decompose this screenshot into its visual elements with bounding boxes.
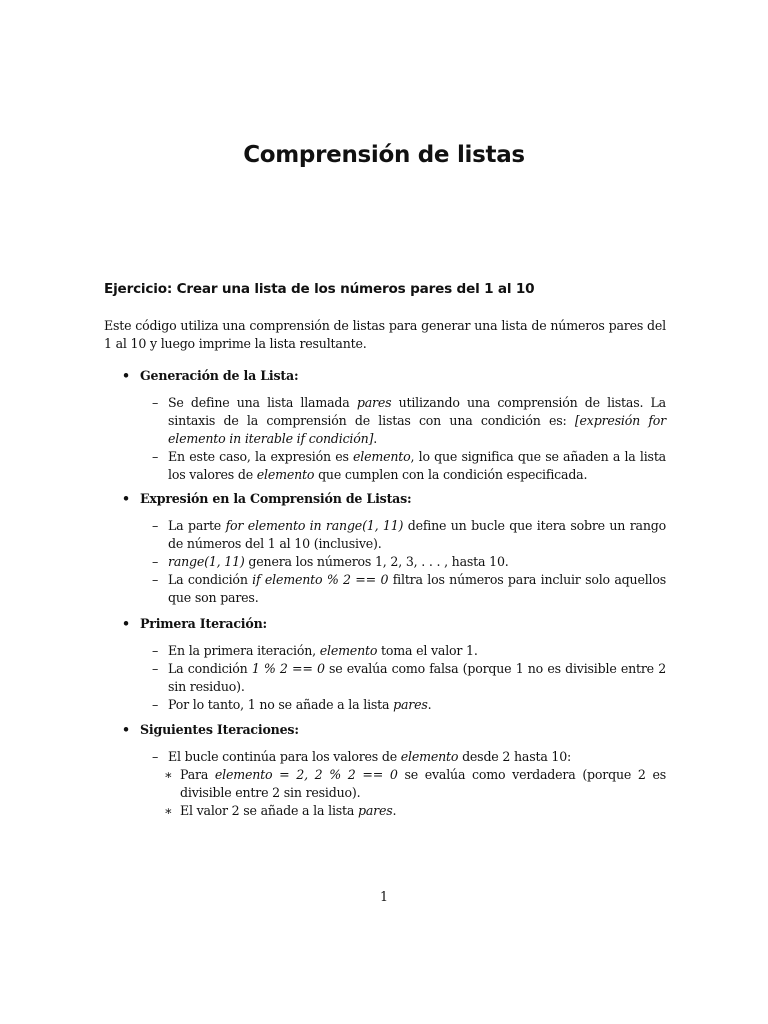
section-primera-iteracion bbox=[104, 615, 666, 714]
list-item bbox=[152, 553, 666, 571]
item-text: En este caso, la expresión es bbox=[168, 449, 354, 464]
item-text: define un bucle que itera sobre un rango de números del 1 al 10 (inclusive). bbox=[168, 518, 666, 551]
item-text: toma el valor 1. bbox=[377, 643, 478, 658]
item-emphasis: elemento bbox=[256, 467, 315, 482]
dash-marker: – bbox=[152, 643, 159, 658]
page-number: 1 bbox=[379, 889, 388, 904]
item-text: La parte bbox=[168, 518, 226, 533]
list-item bbox=[152, 571, 666, 607]
item-emphasis: [expresión for elemento in iterable if condición] bbox=[168, 413, 667, 446]
item-text: El valor 2 se añade a la lista bbox=[180, 803, 359, 818]
item-emphasis: for elemento in range(1, 11) bbox=[225, 518, 404, 533]
star-marker: ∗ bbox=[164, 767, 173, 782]
star-marker: ∗ bbox=[164, 803, 173, 818]
item-list bbox=[104, 642, 666, 714]
bullet-marker: • bbox=[122, 616, 130, 631]
item-text: genera los números 1, 2, 3, . . . , hasta 10. bbox=[244, 554, 509, 569]
item-emphasis: pares bbox=[393, 697, 428, 712]
item-emphasis: if elemento % 2 == 0 bbox=[252, 572, 389, 587]
item-text: desde 2 hasta 10: bbox=[458, 749, 572, 764]
dash-marker: – bbox=[152, 554, 159, 569]
item-text: La condición bbox=[168, 572, 253, 587]
item-text: Se define una lista llamada bbox=[168, 395, 357, 410]
dash-marker: – bbox=[152, 661, 159, 676]
dash-marker: – bbox=[152, 697, 159, 712]
item-text: Por lo tanto, 1 no se añade a la lista bbox=[168, 697, 394, 712]
dash-marker: – bbox=[152, 395, 159, 410]
item-text: se evalúa como verdadera (porque 2 es divisible entre 2 sin residuo). bbox=[180, 767, 666, 800]
item-text: , lo que significa que se añaden a la lista los valores de bbox=[168, 449, 666, 482]
item-text: . bbox=[427, 697, 432, 712]
item-emphasis: elemento = 2, 2 % 2 == 0 bbox=[214, 767, 398, 782]
item-text: . bbox=[392, 803, 397, 818]
intro-paragraph: Este código utiliza una comprensión de listas para generar una lista de números pares del 1 al 10 y luego imprime la lista resultante. bbox=[104, 318, 666, 351]
section-title-text: Siguientes Iteraciones: bbox=[140, 722, 299, 737]
dash-marker: – bbox=[152, 572, 159, 587]
section-title bbox=[104, 367, 666, 385]
sub-list-item bbox=[164, 766, 666, 802]
item-text: En la primera iteración, bbox=[168, 643, 320, 658]
item-text: El bucle continúa para los valores de bbox=[168, 749, 401, 764]
item-text: utilizando una comprensión de listas. La sintaxis de la comprensión de listas con una condición es: bbox=[168, 395, 666, 428]
item-list bbox=[104, 517, 666, 607]
section-title-text: Generación de la Lista: bbox=[140, 368, 299, 383]
item-text: . bbox=[373, 431, 378, 446]
item-list bbox=[104, 748, 666, 820]
item-text: filtra los números para incluir solo aquellos que son pares. bbox=[168, 572, 666, 605]
sub-list-item bbox=[164, 802, 666, 820]
item-emphasis: range(1, 11) bbox=[168, 554, 245, 569]
list-item bbox=[152, 517, 666, 553]
item-text: se evalúa como falsa (porque 1 no es divisible entre 2 sin residuo). bbox=[168, 661, 667, 694]
section-title-text: Expresión en la Comprensión de Listas: bbox=[140, 491, 412, 506]
item-text: Para bbox=[180, 767, 215, 782]
list-item bbox=[152, 660, 666, 696]
bullet-marker: • bbox=[122, 491, 130, 506]
section-title bbox=[104, 490, 666, 508]
item-emphasis: elemento bbox=[353, 449, 411, 464]
item-emphasis: elemento bbox=[400, 749, 459, 764]
item-emphasis: pares bbox=[358, 803, 393, 818]
item-emphasis: elemento bbox=[319, 643, 378, 658]
dash-marker: – bbox=[152, 449, 159, 464]
list-item bbox=[152, 696, 666, 714]
bullet-marker: • bbox=[122, 722, 130, 737]
list-item bbox=[152, 448, 666, 484]
item-text: que cumplen con la condición especificada. bbox=[314, 467, 588, 482]
exercise-heading: Ejercicio: Crear una lista de los números pares del 1 al 10 bbox=[104, 281, 535, 297]
item-list bbox=[104, 394, 666, 484]
section-siguientes-iteraciones bbox=[104, 721, 666, 820]
bullet-marker: • bbox=[122, 368, 130, 383]
list-item bbox=[152, 642, 666, 660]
item-text: La condición bbox=[168, 661, 252, 676]
section-expresion bbox=[104, 490, 666, 607]
dash-marker: – bbox=[152, 518, 159, 533]
section-title bbox=[104, 615, 666, 633]
list-item bbox=[152, 748, 666, 766]
item-emphasis: 1 % 2 == 0 bbox=[251, 661, 325, 676]
section-title-text: Primera Iteración: bbox=[140, 616, 267, 631]
item-emphasis: pares bbox=[356, 395, 392, 410]
dash-marker: – bbox=[152, 749, 159, 764]
section-generacion bbox=[104, 367, 666, 484]
page-title: Comprensión de listas bbox=[243, 142, 525, 168]
list-item bbox=[152, 394, 666, 448]
section-title bbox=[104, 721, 666, 739]
